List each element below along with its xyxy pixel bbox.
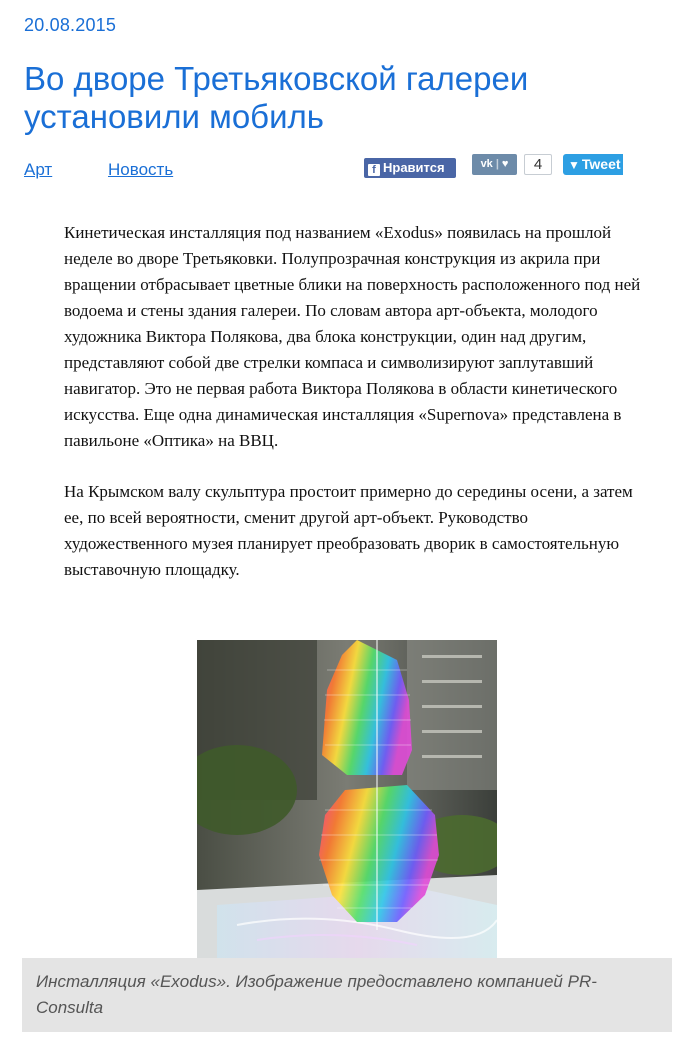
vk-logo-icon: vk bbox=[480, 158, 493, 170]
exodus-installation-image bbox=[197, 640, 497, 958]
vk-separator: | bbox=[495, 158, 499, 170]
twitter-bird-icon: ▼ bbox=[568, 158, 580, 172]
vk-like-count: 4 bbox=[524, 154, 552, 175]
vk-like-button[interactable] bbox=[472, 154, 517, 175]
facebook-like-label: Нравится bbox=[383, 160, 445, 175]
image-caption: Инсталляция «Exodus». Изображение предоставлено компанией PR-Consulta bbox=[36, 972, 597, 1017]
tag-news-link[interactable]: Новость bbox=[108, 160, 174, 179]
tag-art-link[interactable]: Арт bbox=[24, 160, 53, 179]
facebook-like-button[interactable] bbox=[364, 158, 456, 178]
image-caption-box bbox=[22, 958, 672, 1032]
article-body bbox=[64, 220, 654, 608]
heart-icon: ♥ bbox=[501, 158, 509, 170]
tweet-label: Tweet bbox=[581, 156, 621, 172]
article-photo bbox=[197, 640, 497, 958]
article-paragraph: На Крымском валу скульптура простоит примерно до середины осени, а затем ее, по всей вероятности, сменит другой арт-объект. Руководство художественного музея планирует преобразовать дворик в самостоятельную выставочную площадку. bbox=[64, 482, 633, 579]
twitter-tweet-button[interactable] bbox=[563, 154, 623, 175]
article-date: 20.08.2015 bbox=[24, 15, 117, 35]
article-paragraph: Кинетическая инсталляция под названием «Exodus» появилась на прошлой неделе во дворе Третьяковки. Полупрозрачная конструкция из акрила при вращении отбрасывает цветные блики на поверхность расположенного под ней водоема и стены здания галереи. По словам автора арт-объекта, молодого художника Виктора Полякова, два блока конструкции, один над другим, представляют собой две стрелки компаса и символизируют заплутавший навигатор. Это не первая работа Виктора Полякова в области кинетического искусства. Еще одна динамическая инсталляция «Supernova» представлена в павильоне «Оптика» на ВВЦ. bbox=[64, 223, 641, 450]
facebook-icon: f bbox=[368, 164, 380, 176]
article-title: Во дворе Третьяковской галереи установили мобиль bbox=[24, 60, 529, 135]
